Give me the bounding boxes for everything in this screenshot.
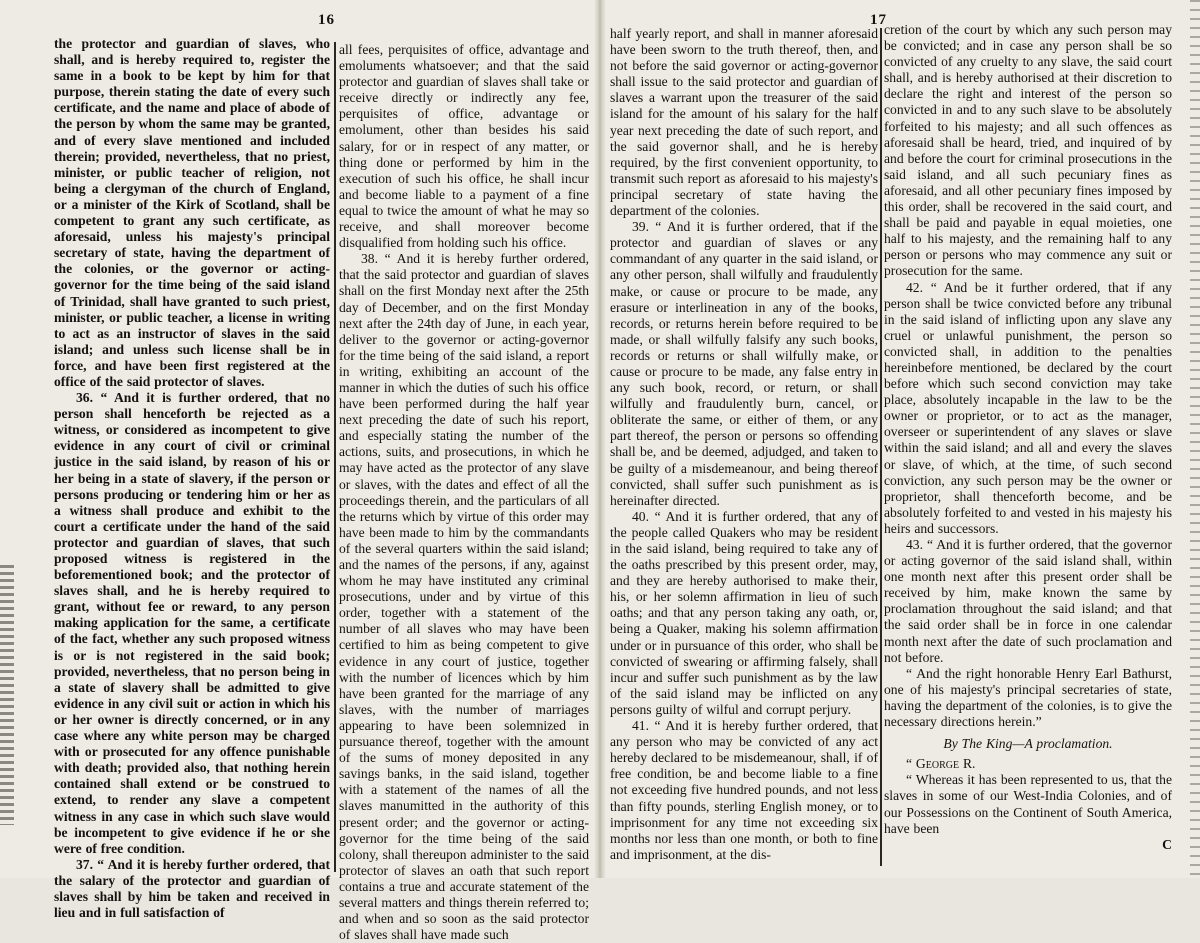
paragraph: “ And the right honorable Henry Earl Bathurst, one of his majesty's principal secretaries of state, having the department of the colonies, is to give the necessary directions herein.” bbox=[884, 665, 1172, 730]
paragraph: 40. “ And it is further ordered, that any of the people called Quakers who may be resident in the said island, being required to take any of the oaths prescribed by this present order, may, and they are hereby authorised to make their, his, or her solemn affirmation in lieu of such oaths; and that any person taking any oath, or, being a Quaker, making his solemn affirmation under or in pursuance of this order, who shall be convicted of swearing or affirming falsely, shall incur and suffer such punishment as by the law of the said island may be inflicted on any persons guilty of wilful and corrupt perjury. bbox=[610, 508, 878, 717]
paragraph: “ Whereas it has been represented to us, that the slaves in some of our West-India Colonies, and of our Possessions on the Continent of South America, have been bbox=[884, 772, 1172, 836]
paragraph: 43. “ And it is further ordered, that the governor or acting governor of the said island shall, within one month next after this present order shall be received by him, make known the same by proclamation throughout the said island; and that the said order shall be in force in one calendar month next after the date of such proclamation and not before. bbox=[884, 537, 1172, 665]
text-column bbox=[339, 42, 589, 943]
right-page bbox=[604, 0, 1200, 878]
paragraph: the protector and guardian of slaves, who shall, and is hereby required to, register the same in a book to be kept by him for that purpose, therein stating the date of every such certificate, and the name and place of abode of the person by whom the same may be granted, and of every slave mentioned and included therein; provided, nevertheless, that no priest, minister, or public teacher of religion, not being a clergyman of the church of England, or a minister of the Kirk of Scotland, shall be competent to grant any such certificate, as aforesaid, unless his majesty's principal secretary of state, having the department of the colonies, or the governor or acting-governor for the time being of the said island of Trinidad, shall have granted to such priest, minister, or public teacher, a license in writing to act as an instructor of slaves in the said island; and unless such license shall be in force, and have been first registered at the office of the said protector of slaves. bbox=[54, 36, 330, 389]
paragraph: 37. “ And it is hereby further ordered, that the salary of the protector and guardian of slaves shall by him be taken and received in lieu and in full satisfaction of bbox=[54, 856, 330, 921]
column-rule bbox=[880, 28, 882, 866]
paragraph: 38. “ And it is hereby further ordered, that the said protector and guardian of slaves shall on the first Monday next after the 25th day of December, and on the first Monday next after the 24th day of June, in each year, deliver to the governor or acting-governor for the time being of the said island, a report in writing, exhibiting an account of the manner in which the duties of such his office have been performed during the half year next preceding the date of such his report, and especially stating the number of the actions, suits, and prosecutions, in which he may have acted as the protector of any slave or slaves, with the dates and effect of all the proceedings therein, and the particulars of all the returns which by virtue of this order may have been made to him by the commandants of the several quarters within the said island; and the names of the persons, if any, against whom he may have instituted any criminal prosecutions, under and by virtue of this order, together with a statement of the number of all slaves who may have been certified to him as being competent to give evidence in any court of justice, together with the number of licences which by him have been granted for the marriage of any slaves, with the number of marriages appearing to have been solemnized in pursuance thereof, together with the amount of the sums of money deposited in any savings banks, in the said island, together with a statement of the names of all the slaves manumitted in the authority of this present order; and the governor or acting-governor for the time being of the said colony, shall thereupon administer to the said protector of slaves an oath that such report contains a true and accurate statement of the several matters and things therein referred to; and when and so soon as the said protector of slaves shall have made such bbox=[339, 251, 589, 943]
column-rule bbox=[334, 42, 336, 872]
text-column bbox=[54, 36, 330, 921]
text-column bbox=[610, 26, 878, 862]
left-page bbox=[0, 0, 596, 943]
text-column bbox=[884, 22, 1172, 858]
paragraph: half yearly report, and shall in manner aforesaid have been sworn to the truth thereof, then, and not before the said governor or acting-governor shall issue to the said protector and guardian of slaves a warrant upon the treasurer of the said island for the amount of his salary for the half year next preceding the date of such report, and the said governor shall, and he is hereby required, by the first convenient opportunity, to transmit such report as aforesaid to his majesty's principal secretary of state having the department of the colonies. bbox=[610, 26, 878, 219]
paragraph: 42. “ And be it further ordered, that if any person shall be twice convicted before any tribunal in the said island of inflicting upon any slave any cruel or unlawful punishment, the person so convicted shall, in addition to the penalties hereinbefore mentioned, be declared by the court before which such second conviction may take place, absolutely incapable in the law to be the owner or proprietor, or to act as the manager, overseer or superintendent of any slaves or slave within the said island; and all and every the slaves or slave, of which, at the time, of such second conviction, any such person may be the owner or proprietor, shall thenceforth become, and be absolutely forfeited to and vested in his majesty his heirs and successors. bbox=[884, 279, 1172, 536]
royal-signature: “ George R. bbox=[906, 756, 976, 772]
paragraph: all fees, perquisites of office, advantage and emoluments whatsoever; and that the said protector and guardian of slaves shall take or receive directly or indirectly any fee, perquisites of office, advantage or emolument, other than besides his said salary, for or in respect of any matter, or thing done or performed by him in the execution of such his office, he shall incur and become liable to a payment of a fine equal to twice the amount of what he may so receive, and shall moreover become disqualified from holding such his office. bbox=[339, 42, 589, 251]
paragraph: 39. “ And it is further ordered, that if the protector and guardian of slaves or any commandant of any quarter in the said island, or any other person, shall wilfully and fraudulently make, or cause or procure to be made, any erasure or interlineation in any of the books, records, or returns herein before required to be made, or shall wilfully falsify any such books, records or returns or shall wilfully make, or cause or procure to be made, any false entry in any such book, record, or return, or shall wilfully and fraudulently burn, cancel, or obliterate the same, or either of them, or any part thereof, the person or persons so offending shall be, and be deemed, adjudged, and taken to be guilty of a misdemeanour, and being thereof convicted, shall suffer such punishment as is hereinafter directed. bbox=[610, 219, 878, 508]
paragraph: cretion of the court by which any such person may be convicted; and in case any person shall be so convicted of any cruelty to any slave, the said court shall, and is hereby authorised at their discretion to declare the right and interest of the person so convicted in and to any such slave to be absolutely forfeited to his majesty; and all such offences as aforesaid shall be heard, tried, and inquired of by and before the court for criminal prosecutions in the said island, and all such pecuniary fines as aforesaid, and all other pecuniary fines imposed by this order, shall be recovered in the said court, and shall be paid and payable in equal moieties, one half to his majesty, and the remaining half to any person or persons who may commence any suit or prosecution for the same. bbox=[884, 22, 1172, 279]
page-number: 16 bbox=[318, 12, 335, 28]
catchword: C bbox=[1162, 836, 1172, 852]
proclamation-heading: By The King—A proclamation. bbox=[943, 736, 1113, 752]
paragraph: 36. “ And it is further ordered, that no person shall henceforth be rejected as a witness, or considered as incompetent to give evidence in any court of civil or criminal justice in the said island, by reason of his or her being in a state of slavery, if the person or persons producing or tendering him or her as a witness shall produce and exhibit to the court a certificate under the hand of the said protector and guardian of slaves, that such proposed witness is registered in the beforementioned book; and the protector of slaves shall, and he is hereby required to grant, without fee or reward, to any person making application for the same, a certificate of the fact, whether any such proposed witness is or is not registered in the said book; provided, nevertheless, that no person being in a state of slavery shall be admitted to give evidence in any civil suit or action in which his or her owner is directly concerned, or in any case where any white person may be charged with or prosecuted for any offence punishable with death; provided also, that nothing herein contained shall extend or be construed to extend, to render any slave a competent witness in any case in which such slave would be incompetent to give evidence if he or she were of free condition. bbox=[54, 390, 330, 856]
page-number: 17 bbox=[870, 12, 887, 28]
page-edge bbox=[1190, 0, 1200, 878]
paragraph: 41. “ And it is hereby further ordered, that any person who may be convicted of any act hereby declared to be misdemeanour, shall, if of free condition, be and become liable to a fine not exceeding five hundred pounds, and not less than fifty pounds, sterling English money, or to imprisonment for any time not exceeding six months nor less than one month, or both to fine and imprisonment, at the dis- bbox=[610, 718, 878, 862]
margin-damage bbox=[0, 565, 14, 825]
